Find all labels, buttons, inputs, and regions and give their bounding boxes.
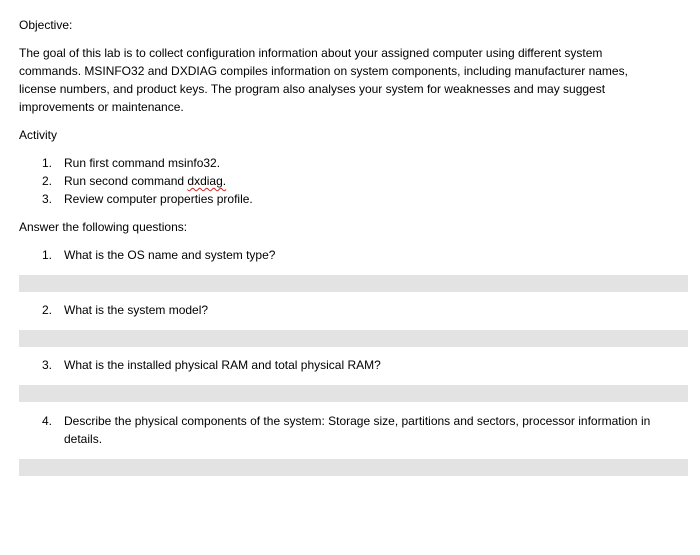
objective-heading: Objective: (19, 18, 73, 32)
list-number: 4. (42, 414, 53, 428)
questions-heading: Answer the following questions: (19, 220, 188, 234)
activity-item (42, 173, 226, 189)
list-number: 2. (42, 303, 53, 317)
list-number: 3. (42, 358, 53, 372)
question-item (42, 302, 208, 318)
answer-field-1[interactable] (19, 275, 688, 292)
objective-paragraph-line-2: commands. MSINFO32 and DXDIAG compiles information on system components, including manufacturer names, (19, 64, 628, 78)
answer-field-2[interactable] (19, 330, 688, 347)
activity-item-text: Run second command (64, 174, 188, 188)
activity-item (42, 155, 220, 171)
list-number: 3. (42, 192, 53, 206)
answer-field-4[interactable] (19, 459, 688, 476)
question-item (42, 412, 682, 448)
question-text: Describe the physical components of the system: Storage size, partitions and sectors, processor information in details. (64, 414, 651, 446)
question-text: What is the system model? (64, 303, 209, 317)
answer-field-3[interactable] (19, 385, 688, 402)
objective-paragraph-line-4: improvements or maintenance. (19, 100, 184, 114)
list-number: 2. (42, 174, 53, 188)
objective-paragraph-line-1: The goal of this lab is to collect configuration information about your assigned computer using different system (19, 46, 603, 60)
activity-heading: Activity (19, 128, 58, 142)
question-item (42, 247, 275, 263)
objective-paragraph-line-3: license numbers, and product keys. The program also analyses your system for weaknesses and may suggest (19, 82, 606, 96)
question-item (42, 357, 381, 373)
activity-item (42, 191, 253, 207)
list-number: 1. (42, 156, 53, 170)
list-number: 1. (42, 248, 53, 262)
activity-item-text: Review computer properties profile. (64, 192, 253, 206)
spellcheck-flagged-word: dxdiag. (187, 174, 227, 188)
question-text: What is the installed physical RAM and total physical RAM? (64, 358, 381, 372)
activity-item-text: Run first command msinfo32. (64, 156, 221, 170)
question-text: What is the OS name and system type? (64, 248, 276, 262)
